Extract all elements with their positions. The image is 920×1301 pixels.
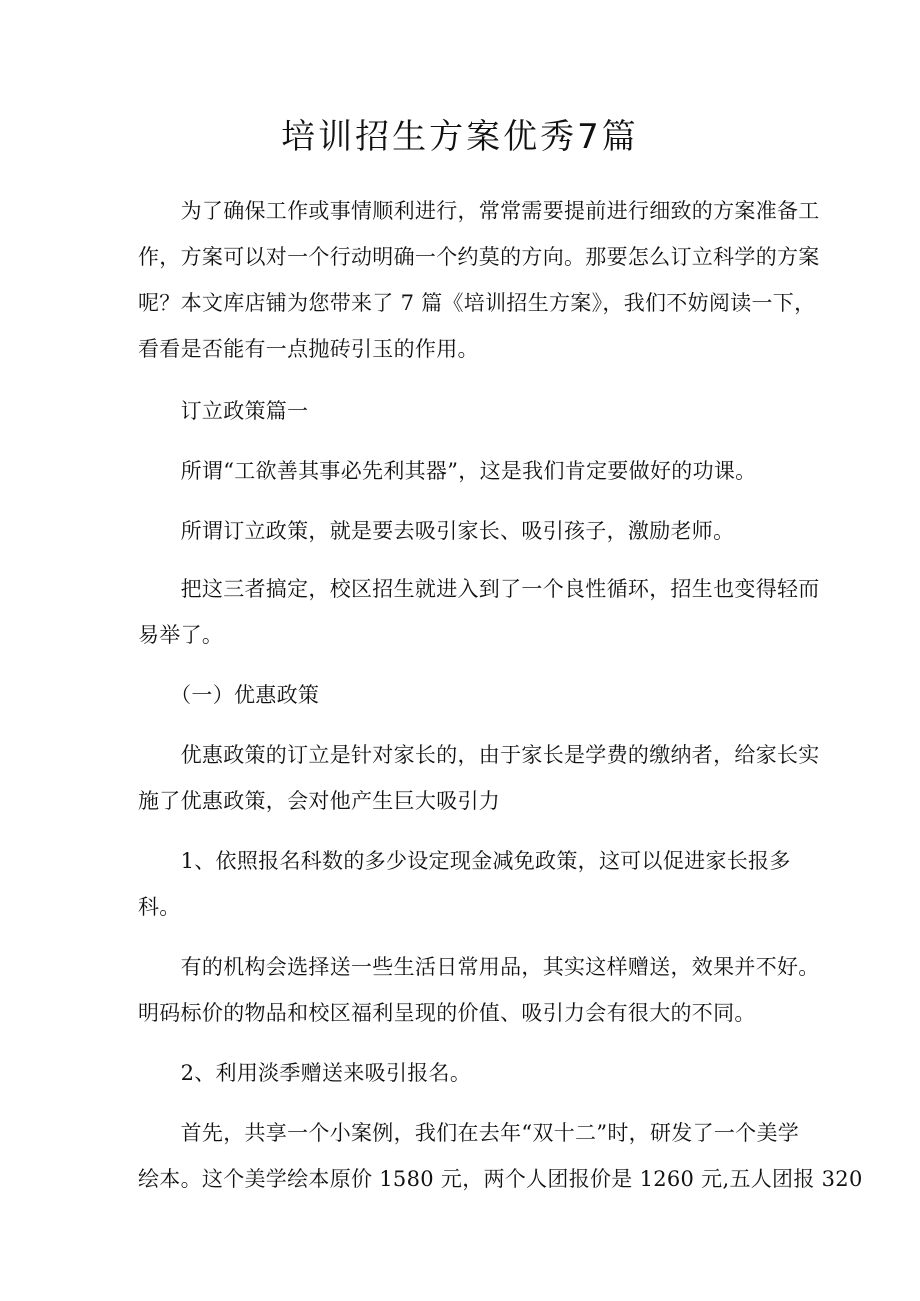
case-line-2: 绘本。这个美学绘本原价 1580 元，两个人团报价是 1260 元,五人团报 320	[138, 1167, 863, 1191]
intro-line-2: 作，方案可以对一个行动明确一个约莫的方向。那要怎么订立科学的方案	[138, 245, 820, 269]
intro-line-3: 呢？本文库店铺为您带来了 7 篇《培训招生方案》，我们不妨阅读一下，	[138, 291, 816, 315]
paragraph-cycle	[138, 566, 820, 658]
cycle-line-2: 易举了。	[138, 623, 224, 647]
gifts-line-1: 有的机构会选择送一些生活日常用品，其实这样赠送，效果并不好。	[138, 955, 820, 979]
intro-line-1: 为了确保工作或事情顺利进行，常常需要提前进行细致的方案准备工	[138, 199, 820, 223]
subheading-discount: （一）优惠政策	[138, 683, 320, 707]
paragraph-policy: 所谓订立政策，就是要去吸引家长、吸引孩子，激励老师。	[138, 519, 735, 543]
discount-line-2: 施了优惠政策，会对他产生巨大吸引力	[138, 789, 501, 813]
intro-line-4: 看看是否能有一点抛砖引玉的作用。	[138, 337, 479, 361]
item-1-line-1: 1、依照报名科数的多少设定现金减免政策，这可以促进家长报多	[138, 849, 791, 873]
paragraph-gifts	[138, 944, 820, 1036]
list-item-1	[138, 838, 791, 930]
paragraph-discount	[138, 732, 820, 824]
paragraph-case	[138, 1110, 863, 1202]
gifts-line-2: 明码标价的物品和校区福利呈现的价值、吸引力会有很大的不同。	[138, 1001, 756, 1025]
case-line-1: 首先，共享一个小案例，我们在去年“双十二”时，研发了一个美学	[138, 1121, 800, 1145]
list-item-2: 2、利用淡季赠送来吸引报名。	[138, 1061, 472, 1085]
section-heading: 订立政策篇一	[138, 399, 309, 423]
intro-paragraph	[138, 188, 820, 372]
item-1-line-2: 科。	[138, 895, 181, 919]
cycle-line-1: 把这三者搞定，校区招生就进入到了一个良性循环，招生也变得轻而	[138, 577, 820, 601]
paragraph-tool: 所谓“工欲善其事必先利其器”，这是我们肯定要做好的功课。	[138, 459, 757, 483]
document-title: 培训招生方案优秀7篇	[281, 117, 639, 157]
discount-line-1: 优惠政策的订立是针对家长的，由于家长是学费的缴纳者，给家长实	[138, 743, 820, 767]
